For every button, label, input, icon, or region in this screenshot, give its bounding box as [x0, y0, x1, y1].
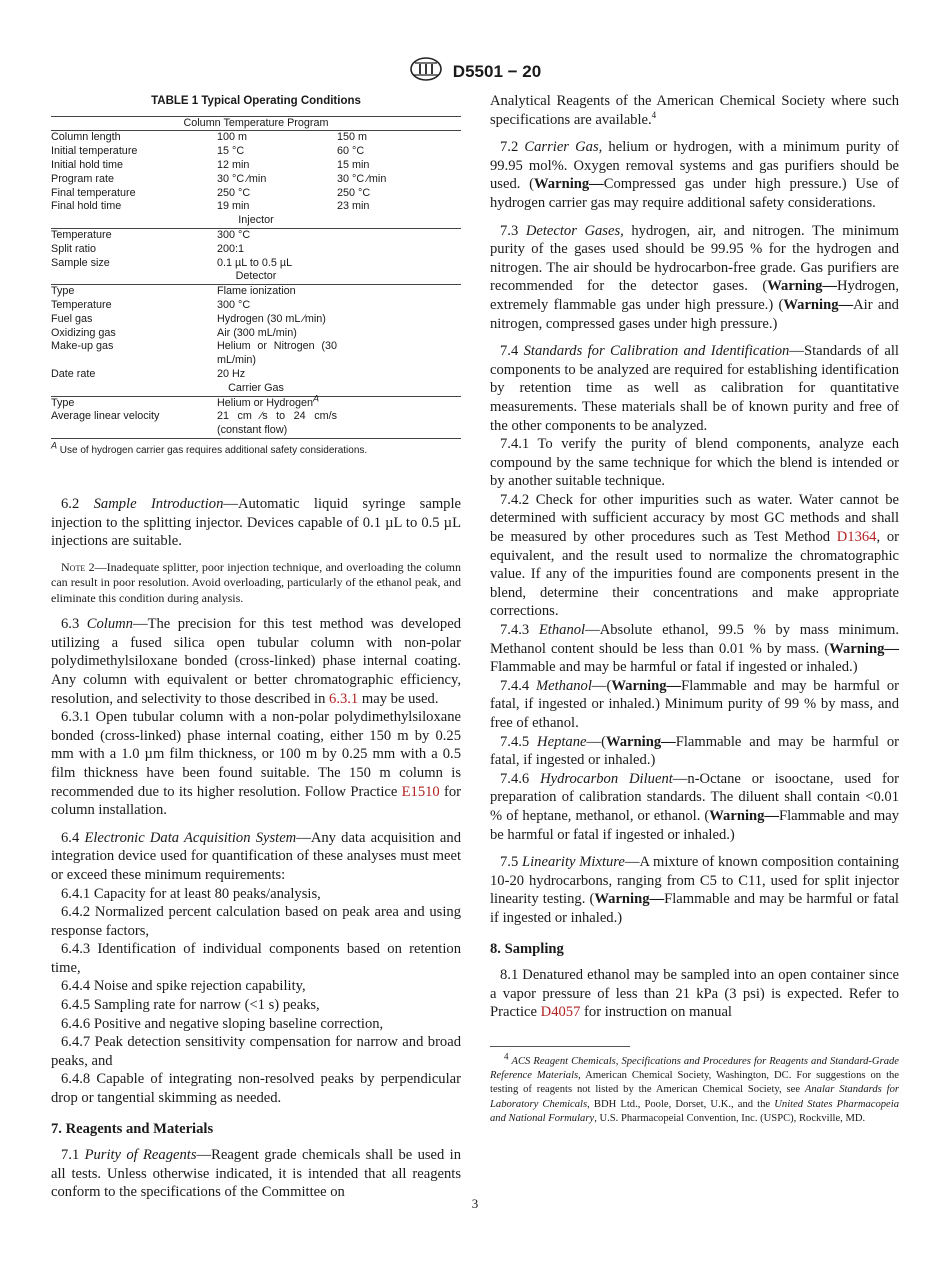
table-cell	[337, 327, 461, 341]
table-cell: 200:1	[217, 242, 245, 255]
table-row	[51, 396, 461, 410]
table-cell: Final hold time	[51, 200, 122, 213]
table-cell: Sample size	[51, 256, 110, 269]
link-d4057[interactable]: D4057	[540, 1004, 581, 1021]
table-cell: 250 °C	[217, 186, 251, 199]
page-header	[0, 56, 950, 87]
link-e1510[interactable]: E1510	[401, 783, 440, 800]
table-footnote: $^A$ Use of hydrogen carrier gas requires additional safety considerations.	[51, 440, 368, 456]
section-6-4-list	[51, 885, 461, 1108]
table-row	[51, 368, 461, 382]
table-row	[51, 313, 461, 327]
list-item: 6.4.2 Normalized percent calculation based on peak area and using response factors,	[51, 904, 461, 939]
astm-logo-icon	[409, 56, 443, 87]
table-cell: Make-up gas	[51, 340, 114, 353]
section-7-4: 7.4 Standards for Calibration and Identification—Standards of all components to be analyzed are required for establishing identification by retention time as well as calibration for quantitative measurements. These materials shall be of known purity and free of the other components to be analyzed.	[490, 343, 899, 434]
list-item: 6.4.8 Capable of integrating non-resolved peaks by perpendicular drop or tangential skimming as needed.	[51, 1071, 461, 1107]
table-row	[51, 340, 461, 368]
document-designation: D5501 − 20	[452, 61, 542, 81]
table-cell: 0.1 µL to 0.5 µL	[217, 256, 293, 269]
table-row	[51, 257, 461, 271]
table-cell	[337, 299, 461, 313]
table-cell: Initial temperature	[51, 145, 138, 158]
table-cell	[337, 410, 461, 438]
list-item: 6.4.7 Peak detection sensitivity compensation for narrow and broad peaks, and	[51, 1034, 461, 1069]
table-cell	[337, 368, 461, 382]
table-row	[51, 327, 461, 341]
table-group-heading-cell: Detector	[51, 270, 461, 284]
table-cell: 300 °C	[217, 298, 251, 311]
table-cell: Column length	[51, 131, 121, 144]
table-cell: Program rate	[51, 172, 115, 185]
table-cell: 19 min	[217, 200, 250, 213]
table-row	[51, 200, 461, 214]
operating-conditions-table	[51, 116, 461, 439]
section-8-1: 8.1 Denatured ethanol may be sampled into an open container since a vapor pressure of less than 21 kPa (3 psi) is expected. Refer to Practice D4057 for instruction on manual	[490, 967, 899, 1021]
table-row	[51, 243, 461, 257]
table-cell: Oxidizing gas	[51, 326, 116, 339]
table-group-heading-cell: Injector	[51, 214, 461, 228]
table-row	[51, 228, 461, 242]
table-cell: 15 °C	[217, 145, 245, 158]
footnote-4: $^4$ ACS Reagent Chemicals, Specifications and Procedures for Reagents and Standard-Grade Reference Materials, American Chemical Society, Washington, DC. For suggestions on the testing of reagents not listed by the American Chemical Society, see Analar Standards for Laboratory Chemicals, BDH Ltd., Poole, Dorset, U.K., and the United States Pharmacopeia and National Formulary, U.S. Pharmacopeial Convention, Inc. (USPC), Rockville, MD.	[490, 1051, 900, 1124]
table-row	[51, 285, 461, 299]
table-cell: 21 cm ⁄s to 24 cm/s (constant flow)	[217, 410, 337, 438]
table-row	[51, 410, 461, 438]
table-row	[51, 299, 461, 313]
table-cell: 20 Hz	[217, 367, 246, 380]
table-cell: 100 m	[217, 131, 248, 144]
table-cell	[337, 340, 461, 368]
table-cell: Hydrogen (30 mL ⁄min)	[217, 312, 326, 325]
table-group-heading-cell: Carrier Gas	[51, 382, 461, 396]
table-cell	[337, 313, 461, 327]
table-cell: Initial hold time	[51, 158, 124, 171]
footnote-rule	[490, 1046, 630, 1047]
table-cell: 300 °C	[217, 228, 251, 241]
section-6-2: 6.2 Sample Introduction—Automatic liquid syringe sample injection to the splitting injector. Devices capable of 0.1 µL to 0.5 µL injections are suitable.	[51, 495, 462, 550]
table-cell: Fuel gas	[51, 312, 93, 325]
table-cell: 30 °C ⁄min	[337, 172, 387, 185]
table-cell: 15 min	[337, 158, 370, 171]
note-2: Note 2—Inadequate splitter, poor injection technique, and overloading the column can result in poor resolution. Avoid overloading, particularly of the ethanol peak, and eliminate this condition during analysis.	[51, 559, 461, 605]
table-cell: Air (300 mL/min)	[217, 326, 297, 339]
table-cell: Type	[51, 396, 75, 409]
table-cell: 250 °C	[337, 186, 371, 199]
table-cell: Final temperature	[51, 186, 136, 199]
table-row	[51, 145, 461, 159]
section-7-2: 7.2 Carrier Gas, helium or hydrogen, with a minimum purity of 99.95 mol%. Oxygen removal systems and gas purifiers should be used. (Warning—Compressed gas under high pressure.) Use of hydrogen carrier gas may require additional safety considerations.	[490, 139, 899, 211]
table-group-heading	[51, 214, 461, 228]
table-cell: 30 °C ⁄min	[217, 172, 267, 185]
right-column	[490, 92, 899, 1126]
table-group-heading	[51, 116, 461, 131]
section-7-heading: 7. Reagents and Materials	[51, 1120, 214, 1137]
table-cell: 60 °C	[337, 145, 365, 158]
table-cell: 23 min	[337, 200, 370, 213]
section-7-3: 7.3 Detector Gases, hydrogen, air, and nitrogen. The minimum purity of the gases used should be 99.95 % for the hydrogen and nitrogen. The air should be hydrocarbon-free grade. Gas purifiers are recommended for the detector gases. (Warning—Hydrogen, extremely flammable gas under high pressure.) (Warning—Air and nitrogen, compressed gases under high pressure.)	[490, 222, 899, 332]
table-cell: Flame ionization	[217, 285, 296, 298]
table-cell	[337, 396, 461, 410]
table-title: TABLE 1 Typical Operating Conditions	[151, 95, 361, 107]
list-item: 6.4.5 Sampling rate for narrow (<1 s) peaks,	[61, 997, 320, 1014]
table-row	[51, 131, 461, 145]
table-cell: Average linear velocity	[51, 410, 217, 438]
section-8-heading: 8. Sampling	[490, 940, 564, 957]
table-row	[51, 173, 461, 187]
table-cell	[337, 285, 461, 299]
link-d1364[interactable]: D1364	[836, 529, 877, 546]
section-7-1-continued: Analytical Reagents of the American Chemical Society where such specifications are available.$^4$	[490, 93, 899, 128]
table-group-heading-cell: Column Temperature Program	[51, 116, 461, 131]
table-cell: Temperature	[51, 298, 112, 311]
table-cell: Split ratio	[51, 242, 97, 255]
table-cell: Temperature	[51, 228, 112, 241]
list-item: 6.4.3 Identification of individual components based on retention time,	[51, 941, 461, 976]
table-cell: 150 m	[337, 131, 368, 144]
list-item: 6.4.4 Noise and spike rejection capability,	[61, 978, 306, 995]
section-7-1: 7.1 Purity of Reagents—Reagent grade chemicals shall be used in all tests. Unless otherwise indicated, it is intended that all reagents conform to the specifications of the Committee on	[51, 1147, 461, 1201]
list-item: 6.4.6 Positive and negative sloping baseline correction,	[61, 1015, 384, 1032]
section-6-4: 6.4 Electronic Data Acquisition System—Any data acquisition and integration device used for quantification of these analyses must meet or exceed these minimum requirements:	[51, 829, 461, 883]
table-cell: 12 min	[217, 158, 250, 171]
section-6-3-1: 6.3.1 Open tubular column with a non-polar polydimethylsiloxane bonded (cross-linked) phase internal coating, either 150 m by 0.25 mm with a 1.0 µm film thickness, or 100 m by 0.25 mm with a 0.5 film thickness have been found suitable. The 150 m column is recommended due to its higher resolution. Follow Practice E1510 for column installation.	[51, 709, 461, 819]
section-7-4-6: 7.4.6 Hydrocarbon Diluent—n-Octane or isooctane, used for preparation of calibration standards. The diluent shall contain <0.01 % of heptane, methanol, or ethanol. (Warning—Flammable and may be harmful or fatal if ingested or inhaled.)	[490, 770, 900, 843]
table-cell: Helium or Nitrogen (30 mL/min)	[217, 340, 337, 367]
section-7-4-3: 7.4.3 Ethanol—Absolute ethanol, 99.5 % by mass minimum. Methanol content should be less than 0.01 % by mass. (Warning—Flammable and may be harmful or fatal if ingested or inhaled.)	[490, 622, 899, 676]
section-7-4-5: 7.4.5 Heptane—(Warning—Flammable and may be harmful or fatal, if ingested or inhaled.)	[490, 733, 899, 769]
link-6-3-1[interactable]: 6.3.1	[329, 690, 359, 707]
table-row	[51, 159, 461, 173]
list-item: 6.4.1 Capacity for at least 80 peaks/analysis,	[61, 885, 321, 902]
table-cell: Helium or Hydrogen$^A$	[217, 392, 320, 409]
table-cell	[337, 228, 461, 242]
section-7-5: 7.5 Linearity Mixture—A mixture of known composition containing 10-20 hydrocarbons, ranging from C5 to C11, used for split injector linearity testing. (Warning—Flammable and may be harmful or fatal if ingested or inhaled.)	[490, 854, 900, 926]
page-number: 3	[471, 1196, 479, 1211]
table-cell	[337, 257, 461, 271]
left-column	[51, 92, 461, 1211]
table-cell: Date rate	[51, 367, 96, 380]
table-cell	[337, 243, 461, 257]
table-row	[51, 187, 461, 201]
section-6-3: 6.3 Column—The precision for this test method was developed utilizing a fused silica open tubular column with non-polar polydimethylsiloxane bonded (cross-linked) phase internal coating. Any column with equivalent or better chromatographic efficiency, resolution, and selectivity to those described in 6.3.1 may be used.	[51, 616, 461, 707]
table-cell: Type	[51, 285, 75, 298]
table-group-heading	[51, 382, 461, 396]
section-7-4-4: 7.4.4 Methanol—(Warning—Flammable and may be harmful or fatal, if ingested or inhaled.) Minimum purity of 99 % by mass, and free of ethanol.	[490, 677, 899, 731]
section-7-4-2: 7.4.2 Check for other impurities such as water. Water cannot be determined with sufficient accuracy by most GC methods and shall be measured by other procedures such as Test Method D1364, or equivalent, and the result used to normalize the chromatographic value. If any of the impurities found are components present in the blend, determine their concentrations and make appropriate corrections.	[490, 491, 899, 620]
table-group-heading	[51, 270, 461, 284]
carrier-footnote-mark: A	[313, 392, 320, 403]
section-7-4-1: 7.4.1 To verify the purity of blend components, analyze each compound by the same technique for which the blend is intended or by another suitable technique.	[490, 436, 899, 490]
